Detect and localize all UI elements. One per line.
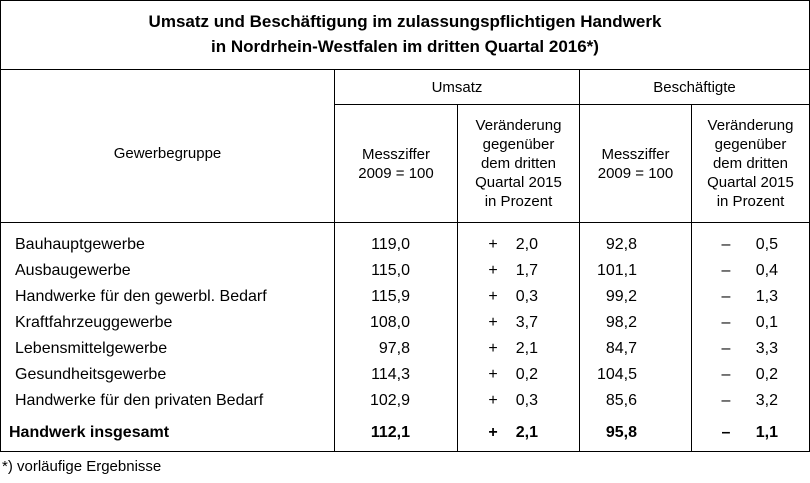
table-row	[1, 336, 809, 362]
row-beschaeftigte-veraenderung: 1,3	[755, 288, 778, 305]
total-umsatz-messziffer: 112,1	[370, 424, 410, 441]
row-beschaeftigte-messziffer: 98,2	[605, 314, 637, 331]
table-title	[1, 1, 809, 70]
total-name: Handwerk insgesamt	[9, 424, 170, 441]
row-beschaeftigte-messziffer: 104,5	[596, 366, 637, 383]
row-beschaeftigte-veraenderung: 3,2	[755, 392, 778, 409]
row-beschaeftigte-messziffer: 84,7	[605, 340, 637, 357]
row-umsatz-sign: +	[488, 340, 498, 357]
row-beschaeftigte-veraenderung: 0,4	[755, 262, 778, 279]
table-row	[1, 310, 809, 336]
row-umsatz-veraenderung: 0,3	[515, 288, 538, 305]
footnote: *) vorläufige Ergebnisse	[2, 458, 162, 475]
header-beschaeftigte: Beschäftigte	[653, 79, 736, 96]
row-umsatz-messziffer: 119,0	[371, 236, 410, 253]
total-umsatz-sign: +	[488, 424, 498, 441]
row-umsatz-sign: +	[488, 236, 498, 253]
row-umsatz-messziffer: 115,0	[371, 262, 410, 279]
table-row	[1, 232, 809, 258]
header-umsatz: Umsatz	[431, 79, 483, 96]
row-beschaeftigte-sign: –	[721, 366, 731, 383]
row-umsatz-veraenderung: 0,2	[515, 366, 538, 383]
row-name: Ausbaugewerbe	[15, 262, 131, 279]
row-umsatz-messziffer: 102,9	[369, 392, 410, 409]
total-beschaeftigte-sign: –	[721, 424, 731, 441]
header-gewerbegruppe: Gewerbegruppe	[113, 145, 222, 162]
total-beschaeftigte-veraenderung: 1,1	[755, 424, 778, 441]
row-name: Lebensmittelgewerbe	[15, 340, 168, 357]
header-divider-bottom	[1, 222, 809, 223]
row-umsatz-veraenderung: 0,3	[515, 392, 538, 409]
row-umsatz-veraenderung: 1,7	[515, 262, 538, 279]
row-beschaeftigte-sign: –	[721, 236, 731, 253]
row-beschaeftigte-veraenderung: 3,3	[755, 340, 778, 357]
title-line-2: in Nordrhein-Westfalen im dritten Quartal 2016*)	[211, 37, 599, 56]
row-beschaeftigte-veraenderung: 0,1	[755, 314, 778, 331]
header-beschaeftigte-messziffer: Messziffer 2009 = 100	[597, 146, 674, 182]
row-name: Bauhauptgewerbe	[15, 236, 145, 253]
table-row	[1, 258, 809, 284]
row-beschaeftigte-sign: –	[721, 288, 731, 305]
table-row	[1, 388, 809, 414]
row-beschaeftigte-messziffer: 101,1	[596, 262, 637, 279]
row-umsatz-messziffer: 108,0	[369, 314, 410, 331]
table-row	[1, 284, 809, 310]
row-umsatz-sign: +	[488, 314, 498, 331]
row-beschaeftigte-sign: –	[721, 314, 731, 331]
row-umsatz-messziffer: 97,8	[378, 340, 410, 357]
row-beschaeftigte-sign: –	[721, 392, 731, 409]
row-umsatz-messziffer: 115,9	[371, 288, 410, 305]
header-umsatz-veraenderung: Veränderung gegenüber dem dritten Quartal 2015 in Prozent	[475, 117, 562, 210]
header-divider-top	[334, 104, 809, 105]
row-umsatz-messziffer: 114,3	[371, 366, 410, 383]
table-row	[1, 362, 809, 388]
row-name: Handwerke für den privaten Bedarf	[15, 392, 264, 409]
row-beschaeftigte-messziffer: 85,6	[605, 392, 637, 409]
row-beschaeftigte-sign: –	[721, 340, 731, 357]
row-umsatz-veraenderung: 2,1	[515, 340, 538, 357]
header-umsatz-messziffer: Messziffer 2009 = 100	[358, 146, 434, 182]
total-beschaeftigte-messziffer: 95,8	[605, 424, 637, 441]
table-row-total	[1, 420, 809, 446]
row-umsatz-veraenderung: 3,7	[515, 314, 538, 331]
row-beschaeftigte-veraenderung: 0,5	[755, 236, 778, 253]
row-umsatz-sign: +	[488, 262, 498, 279]
row-beschaeftigte-veraenderung: 0,2	[755, 366, 778, 383]
row-name: Kraftfahrzeuggewerbe	[15, 314, 173, 331]
total-umsatz-veraenderung: 2,1	[515, 424, 538, 441]
row-beschaeftigte-messziffer: 99,2	[605, 288, 637, 305]
row-beschaeftigte-sign: –	[721, 262, 731, 279]
row-beschaeftigte-messziffer: 92,8	[605, 236, 637, 253]
header-beschaeftigte-veraenderung: Veränderung gegenüber dem dritten Quartal 2015 in Prozent	[707, 117, 794, 210]
title-line-1: Umsatz und Beschäftigung im zulassungspflichtigen Handwerk	[148, 12, 662, 31]
row-umsatz-veraenderung: 2,0	[515, 236, 538, 253]
row-umsatz-sign: +	[488, 392, 498, 409]
row-name: Gesundheitsgewerbe	[15, 366, 167, 383]
row-umsatz-sign: +	[488, 366, 498, 383]
row-name: Handwerke für den gewerbl. Bedarf	[15, 288, 267, 305]
row-umsatz-sign: +	[488, 288, 498, 305]
